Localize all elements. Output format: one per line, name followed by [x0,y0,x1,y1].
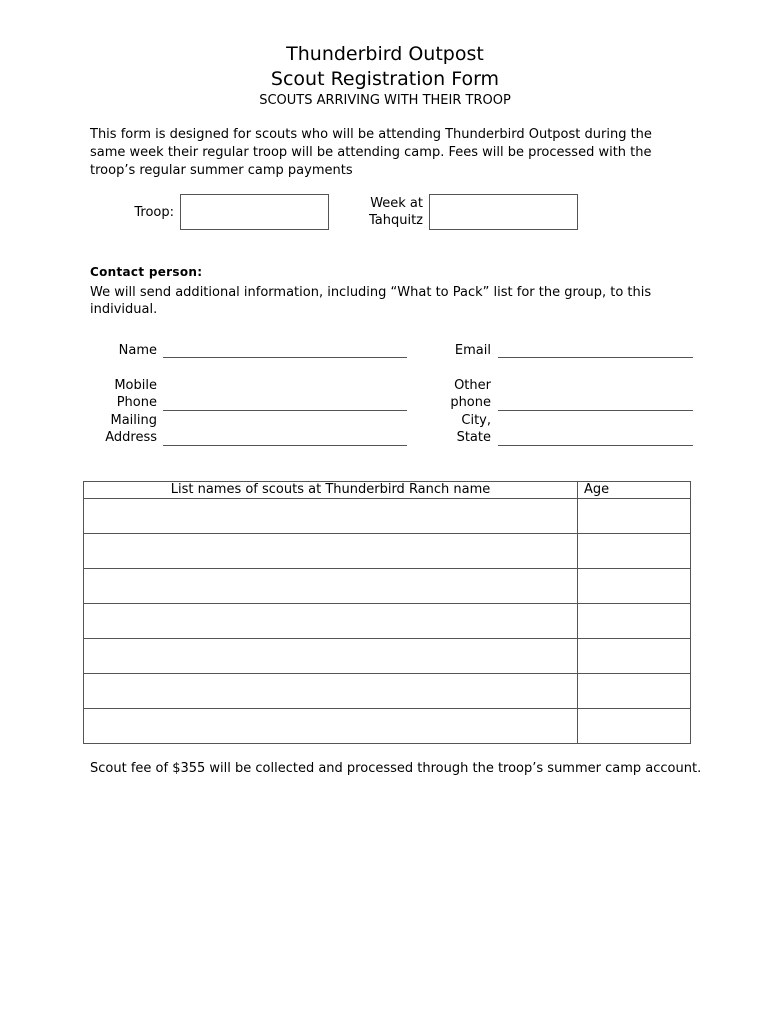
scout-name-column-header: List names of scouts at Thunderbird Ranch name [84,482,578,499]
troop-input-box[interactable] [180,194,329,230]
mobile-label-line1: Mobile [114,378,157,393]
scout-name-cell[interactable] [84,499,578,534]
other-phone-label-line1: Other [454,378,491,393]
scout-name-cell[interactable] [84,639,578,674]
scout-name-cell[interactable] [84,569,578,604]
scouts-table [83,481,691,744]
table-row [84,569,691,604]
mailing-label-line1: Mailing [110,413,157,428]
form-title-line1: Thunderbird Outpost [286,43,484,65]
table-row [84,499,691,534]
intro-paragraph: This form is designed for scouts who will be attending Thunderbird Outpost during the same week their regular troop will be attending camp. Fees will be processed with the troop’s regular summer camp payments [90,127,652,178]
scout-age-cell[interactable] [578,569,691,604]
week-label-line1: Week at [370,196,423,211]
form-subtitle: SCOUTS ARRIVING WITH THEIR TROOP [259,93,511,108]
scout-fee-note: Scout fee of $355 will be collected and processed through the troop’s summer camp account. [90,761,702,776]
email-label: Email [454,343,491,358]
scout-age-cell[interactable] [578,639,691,674]
form-title-line2: Scout Registration Form [270,68,500,90]
city-label-line1: City, [461,413,491,428]
name-label: Name [118,343,157,358]
table-header-row [84,482,691,499]
name-field[interactable] [163,357,407,358]
mailing-address-field[interactable] [163,445,407,446]
mobile-label-line2: Phone [116,395,157,410]
table-row [84,639,691,674]
troop-label: Troop: [134,205,174,220]
other-phone-label-line2: phone [450,395,491,410]
scout-name-cell[interactable] [84,709,578,744]
scout-age-cell[interactable] [578,534,691,569]
scout-age-cell[interactable] [578,604,691,639]
mailing-label-line2: Address [105,430,157,445]
contact-description: We will send additional information, including “What to Pack” list for the group, to this individual. [90,285,652,317]
table-row [84,534,691,569]
email-field[interactable] [498,357,693,358]
scout-name-cell[interactable] [84,604,578,639]
week-input-box[interactable] [429,194,578,230]
city-label-line2: State [456,430,491,445]
city-state-field[interactable] [498,445,693,446]
age-column-header: Age [578,482,691,499]
mobile-phone-field[interactable] [163,410,407,411]
contact-heading: Contact person: [90,265,203,279]
other-phone-field[interactable] [498,410,693,411]
scout-name-cell[interactable] [84,674,578,709]
table-row [84,604,691,639]
scout-age-cell[interactable] [578,674,691,709]
scout-age-cell[interactable] [578,709,691,744]
table-row [84,709,691,744]
table-row [84,674,691,709]
scout-age-cell[interactable] [578,499,691,534]
scout-name-cell[interactable] [84,534,578,569]
week-label-line2: Tahquitz [368,213,423,228]
